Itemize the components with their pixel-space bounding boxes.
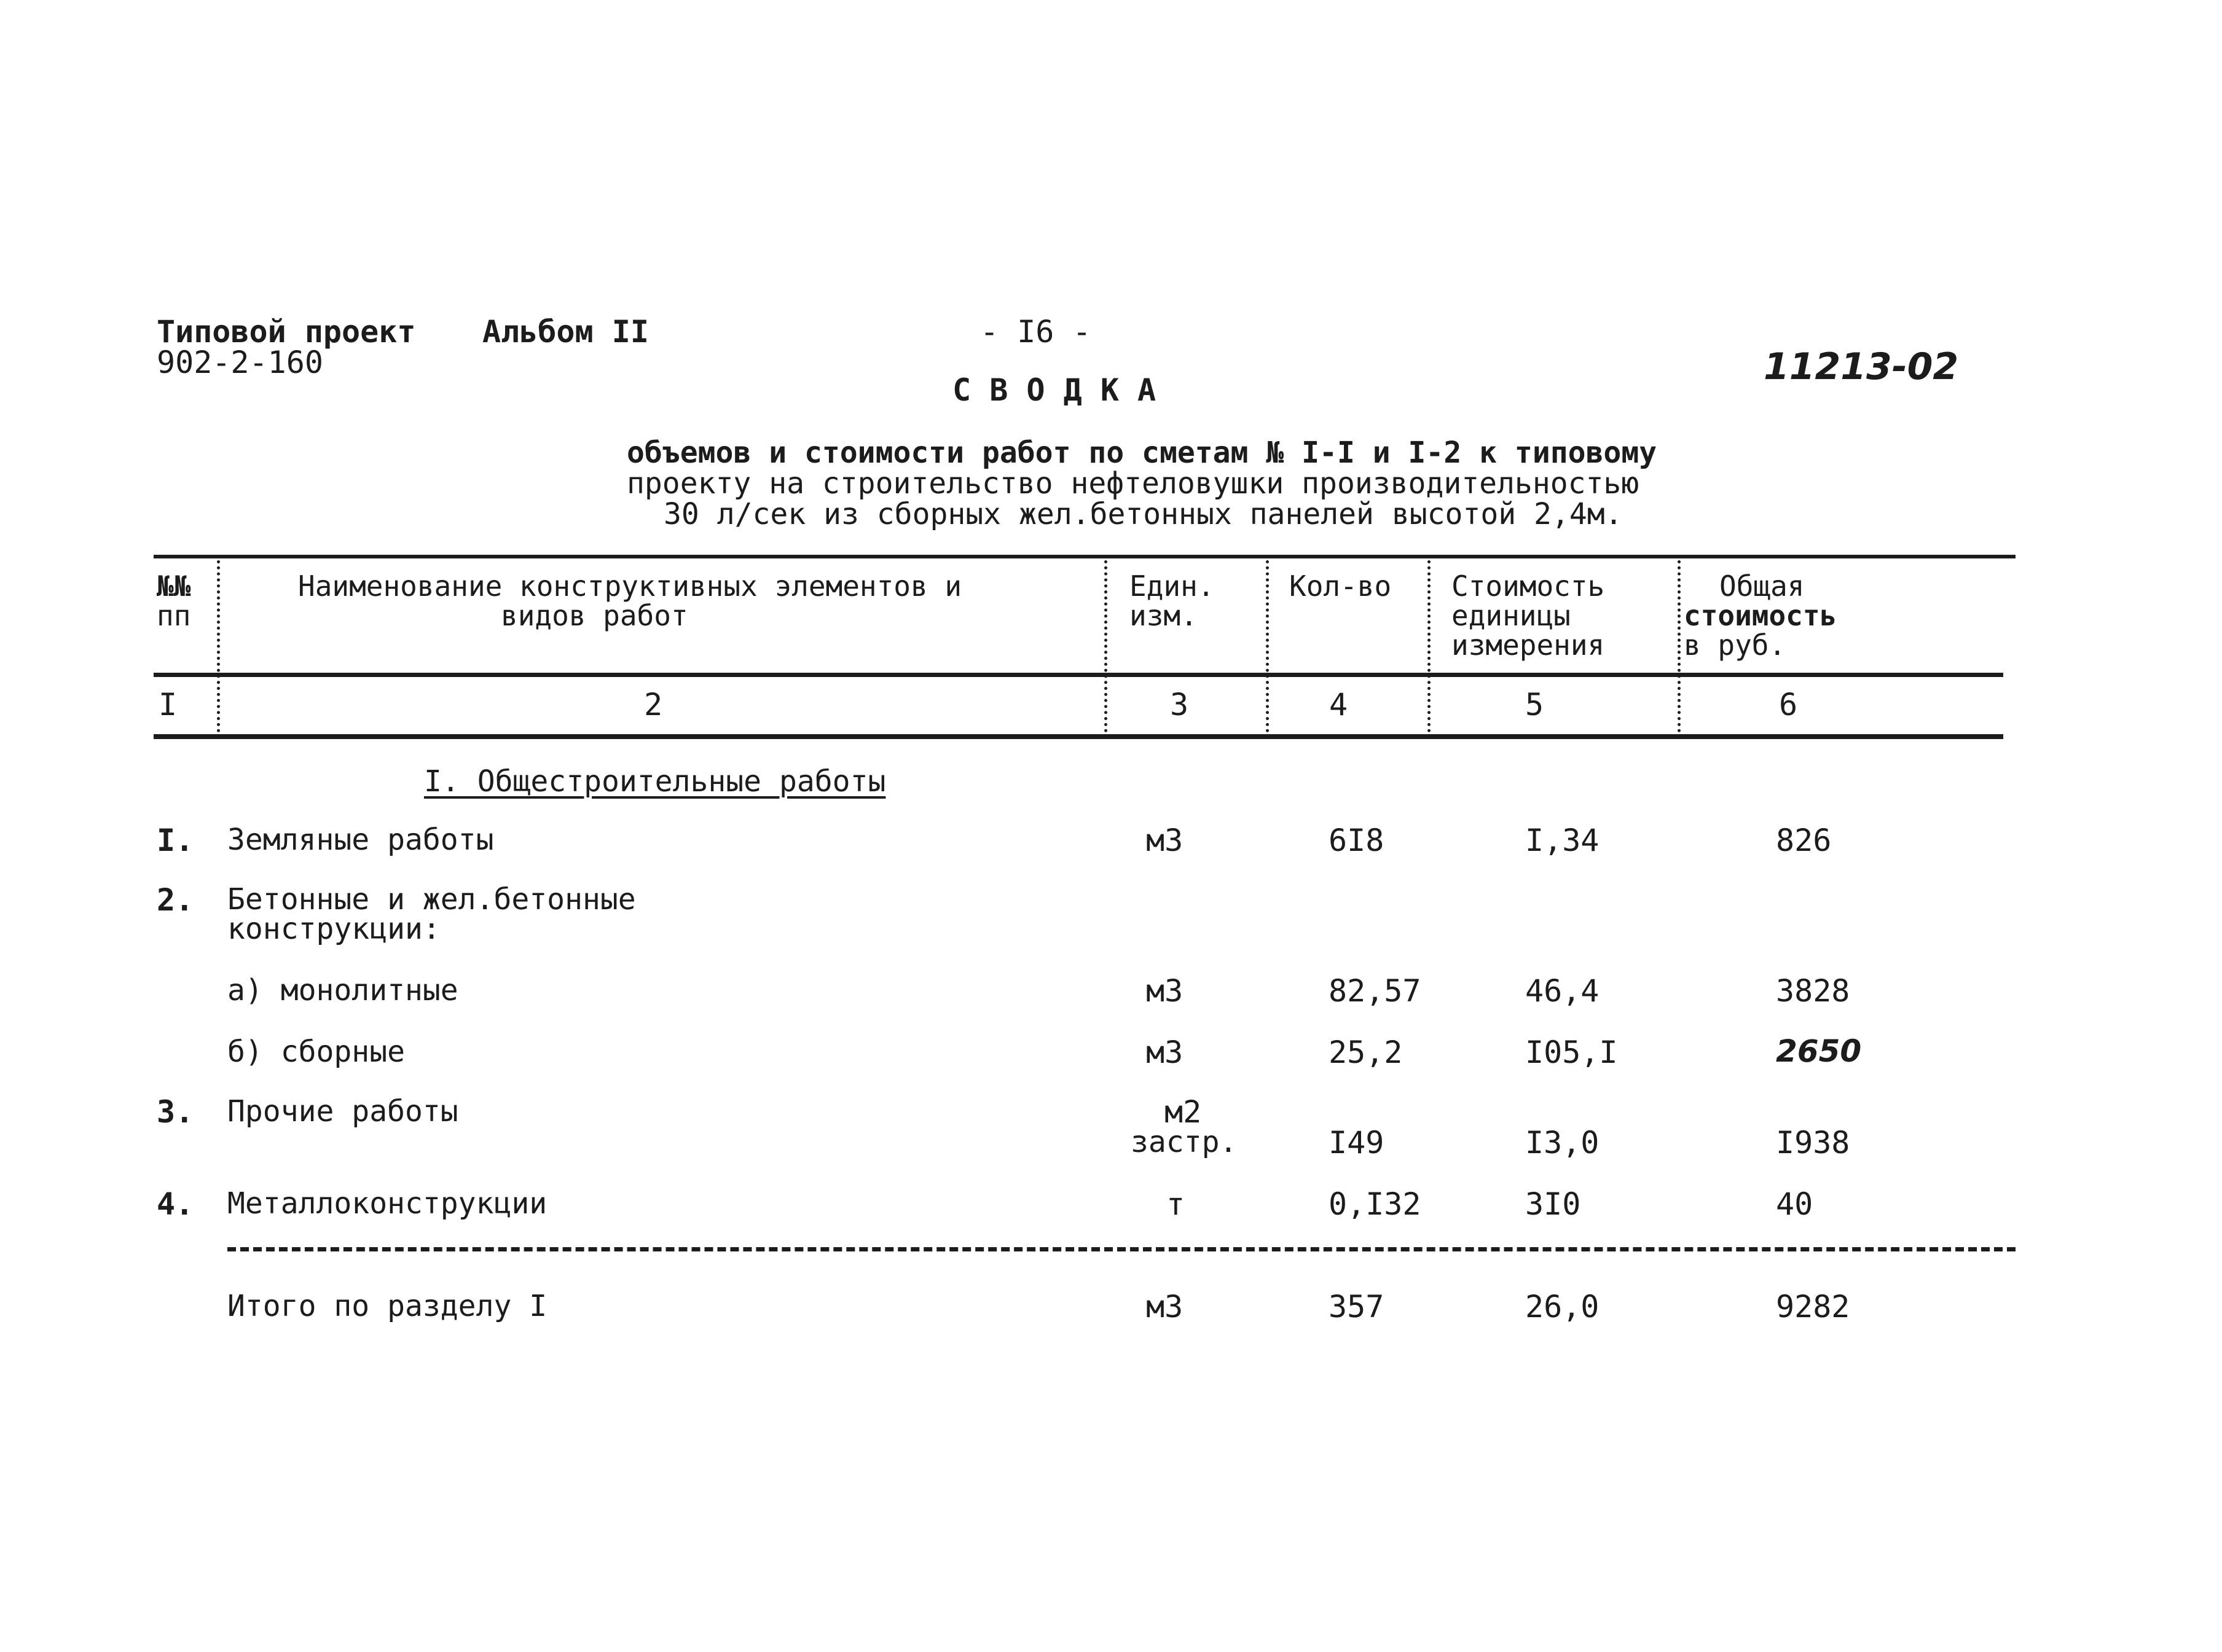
total-row-unit: м3 (1146, 1289, 1184, 1325)
row-num: 2. (157, 882, 194, 918)
colnum-6: 6 (1779, 687, 1798, 722)
row-name: Металлоконструкции (227, 1186, 548, 1221)
header-unit-l1: Един. (1129, 570, 1215, 603)
row-unit-cost: I3,0 (1525, 1125, 1600, 1161)
row-total: 3828 (1776, 973, 1850, 1009)
header-total-l3: в руб. (1684, 628, 1786, 662)
row-qty: 0,I32 (1329, 1186, 1421, 1222)
row-name: Прочие работы (227, 1094, 458, 1129)
header-name-l1: Наименование конструктивных элементов и (298, 570, 962, 603)
row-qty: 82,57 (1329, 973, 1421, 1009)
total-row-qty: 357 (1329, 1289, 1384, 1325)
row-total: I938 (1776, 1125, 1850, 1161)
album-label: Альбом II (482, 314, 649, 350)
header-unit-l2: изм. (1129, 599, 1198, 632)
row-name-l2: конструкции: (227, 912, 441, 946)
col-sep-4 (1427, 560, 1431, 732)
colnum-4: 4 (1329, 687, 1348, 722)
row-qty: 6I8 (1329, 823, 1384, 858)
header-unitcost-l2: единицы (1451, 599, 1571, 632)
document-title: С В О Д К А (952, 372, 1156, 408)
header-total-l1: Общая (1719, 570, 1805, 603)
colnum-3: 3 (1170, 687, 1189, 722)
total-row-name: Итого по разделу I (227, 1289, 548, 1323)
header-qty: Кол-во (1289, 570, 1392, 603)
subtitle-line-3: 30 л/сек из сборных жел.бетонных панелей высотой 2,4м. (664, 497, 1623, 531)
row-unit-cost: 46,4 (1525, 973, 1600, 1009)
row-qty: I49 (1329, 1125, 1384, 1161)
header-total-l2: стоимость (1684, 599, 1837, 632)
row-name: Земляные работы (227, 823, 494, 857)
colnum-5: 5 (1525, 687, 1544, 722)
table-header-rule (154, 673, 2003, 677)
row-name: б) сборные (227, 1035, 405, 1069)
row-unit-l2: застр. (1131, 1125, 1238, 1159)
row-unit-cost: I,34 (1525, 823, 1600, 858)
row-unit-cost: 3I0 (1525, 1186, 1581, 1222)
row-total: 826 (1776, 823, 1832, 858)
project-number: 902-2-160 (157, 345, 323, 380)
header-num-l2: пп (157, 599, 191, 632)
subtitle-line-1: объемов и стоимости работ по сметам № I-I и I-2 к типовому (627, 436, 1657, 470)
row-unit: м3 (1146, 1035, 1184, 1070)
table-numbers-rule (154, 734, 2003, 739)
row-qty: 25,2 (1329, 1035, 1403, 1070)
row-unit-cost: I05,I (1525, 1035, 1618, 1070)
row-unit-l1: м2 (1164, 1094, 1202, 1130)
row-name: а) монолитные (227, 973, 458, 1008)
total-row-total: 9282 (1776, 1289, 1850, 1325)
subtitle-line-2: проекту на строительство нефтеловушки производительностью (627, 466, 1639, 501)
col-sep-5 (1678, 560, 1681, 732)
header-name-l2: видов работ (501, 599, 688, 632)
handwritten-code: 11213-02 (1764, 345, 1959, 388)
col-sep-2 (1104, 560, 1107, 732)
row-total: 40 (1776, 1186, 1813, 1222)
header-unitcost-l3: измерения (1451, 628, 1605, 662)
row-num: I. (157, 823, 194, 858)
row-num: 3. (157, 1094, 194, 1130)
header-unitcost-l1: Стоимость (1451, 570, 1605, 603)
total-row-unit-cost: 26,0 (1525, 1289, 1600, 1325)
colnum-2: 2 (644, 687, 663, 722)
table-top-rule (154, 555, 2016, 558)
row-total: 2650 (1776, 1033, 1862, 1069)
dashed-separator (227, 1247, 2016, 1251)
col-sep-1 (217, 560, 220, 732)
row-num: 4. (157, 1186, 194, 1222)
page-number: - I6 - (980, 314, 1091, 350)
section-title: I. Общестроительные работы (424, 764, 886, 799)
project-label: Типовой проект (157, 314, 416, 350)
row-unit: м3 (1146, 823, 1184, 858)
row-name-l1: Бетонные и жел.бетонные (227, 882, 636, 917)
row-unit: м3 (1146, 973, 1184, 1009)
row-unit: т (1166, 1186, 1185, 1222)
col-sep-3 (1266, 560, 1269, 732)
colnum-1: I (159, 687, 178, 722)
header-num-l1: №№ (157, 570, 191, 603)
